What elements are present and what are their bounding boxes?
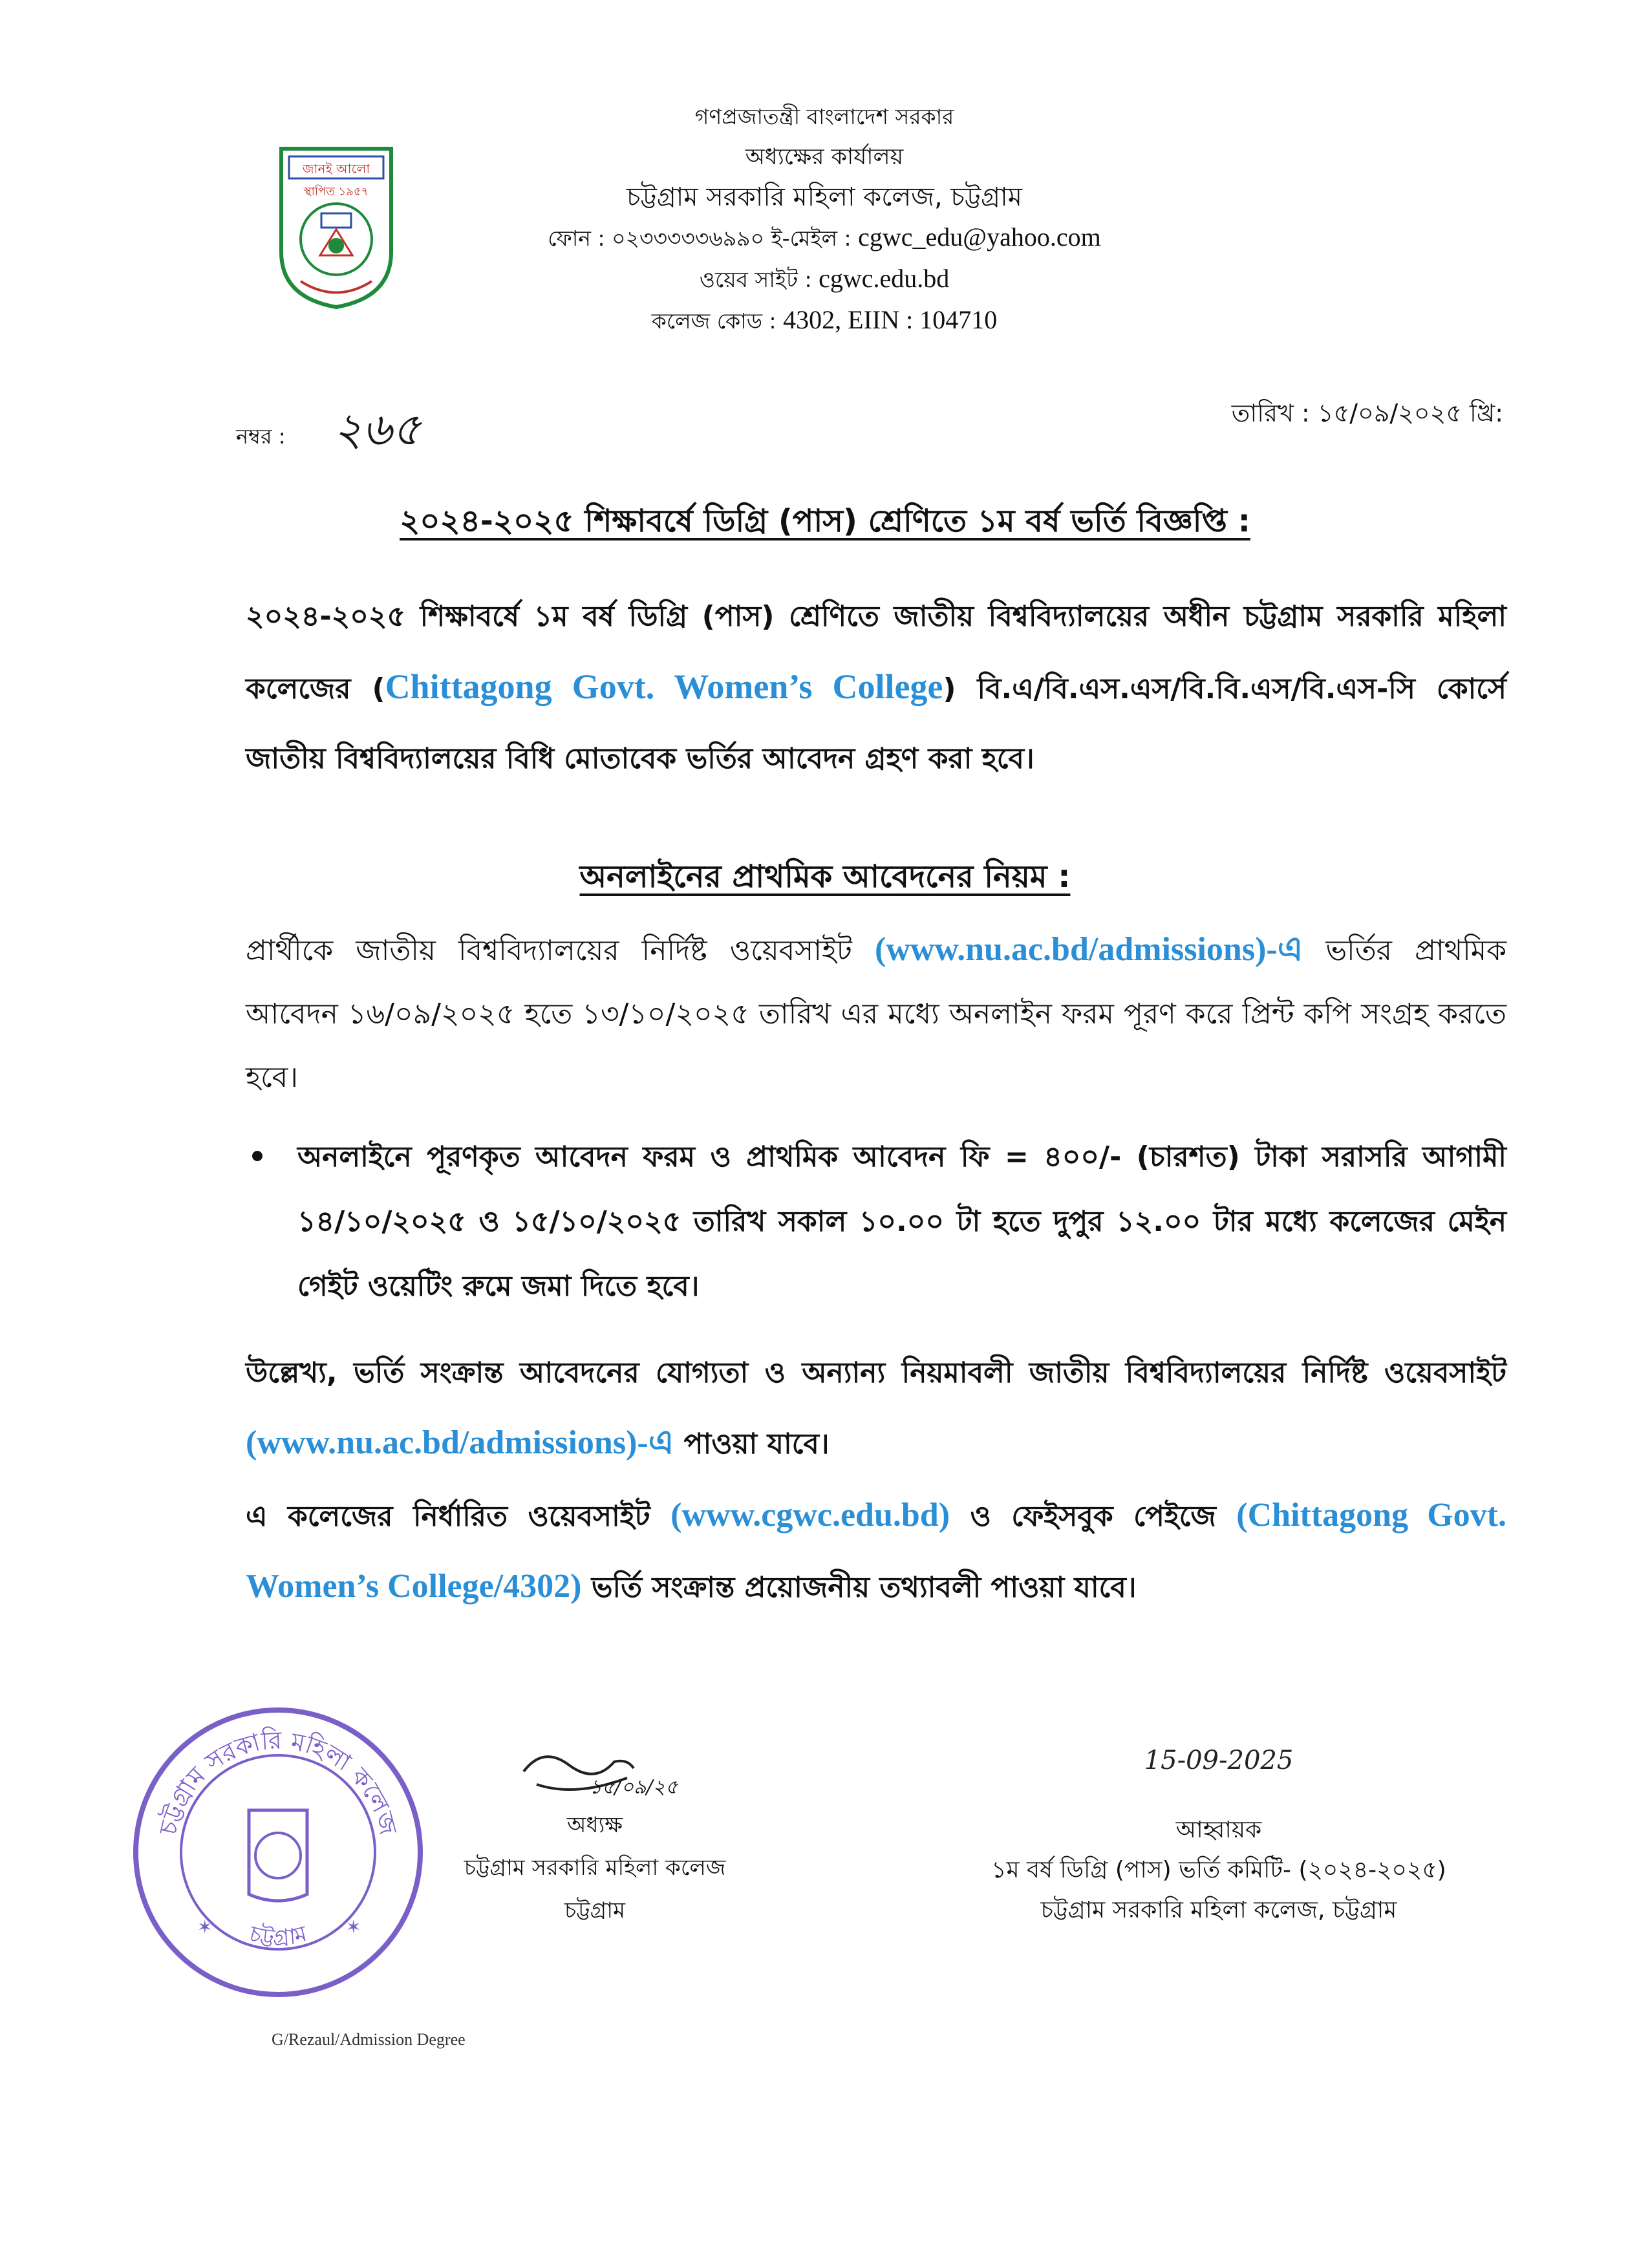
apply-text-1: প্রার্থীকে জাতীয় বিশ্ববিদ্যালয়ের নির্দিষ্ট ওয়েবসাইট: [246, 934, 875, 967]
apply-text-2: ভর্তির প্রাথমিক আবেদন ১৬/০৯/২০২৫ হতে ১৩/১০/২০২৫ তারিখ এর মধ্যে অনলাইন ফরম পূরণ করে প্রিন্ট কপি সংগ্রহ করতে হবে।: [246, 934, 1506, 1094]
facebook-page-link[interactable]: (Chittagong Govt. Women’s College/4302): [246, 1497, 1507, 1605]
principal-city: চট্টগ্রাম: [564, 1898, 625, 1923]
principal-signature-block: [414, 1739, 776, 1932]
info-text-3: ভর্তি সংক্রান্ত প্রয়োজনীয় তথ্যাবলী পাওয়া যাবে।: [581, 1571, 1137, 1604]
issue-date: তারিখ : ১৫/০৯/২০২৫ খ্রি:: [1231, 399, 1503, 427]
govt-title: গণপ্রজাতন্ত্রী বাংলাদেশ সরকার: [694, 104, 954, 129]
website-line: [453, 259, 1196, 300]
college-logo: [275, 142, 398, 310]
rules-heading-text: অনলাইনের প্রাথমিক আবেদনের নিয়ম :: [579, 859, 1071, 895]
memo-label: নম্বর :: [236, 424, 286, 449]
info-text-2: ও ফেইসবুক পেইজে: [950, 1500, 1237, 1533]
seal-text-bottom: চট্টগ্রাম: [246, 1920, 310, 1951]
letterhead: [453, 97, 1196, 341]
college-name-en: Chittagong Govt. Women’s College: [385, 667, 943, 706]
eligibility-paragraph: [246, 1338, 1506, 1479]
college-seal: [126, 1700, 430, 2004]
email-address: cgwc_edu@yahoo.com: [858, 222, 1101, 251]
convener-signature-block: [899, 1746, 1539, 1931]
nu-admission-link-2[interactable]: (www.nu.ac.bd/admissions)-এ: [246, 1424, 674, 1461]
intro-paragraph: [246, 582, 1506, 794]
website-label: ওয়েব সাইট :: [699, 267, 819, 292]
office-title: অধ্যক্ষের কার্যালয়: [745, 144, 904, 170]
website-address: cgwc.edu.bd: [819, 264, 950, 293]
convener-sign-date: 15-09-2025: [1144, 1746, 1294, 1775]
eligibility-text-2: পাওয়া যাবে।: [674, 1428, 830, 1460]
eligibility-text-1: উল্লেখ্য, ভর্তি সংক্রান্ত আবেদনের যোগ্যতা ও অন্যান্য নিয়মাবলী জাতীয় বিশ্ববিদ্যালয়ের নির্দিষ্ট ওয়েবসাইট: [246, 1356, 1506, 1389]
committee-name: ১ম বর্ষ ডিগ্রি (পাস) ভর্তি কমিটি- (২০২৪-২০২৫): [991, 1857, 1446, 1883]
svg-text:✶: ✶: [346, 1916, 361, 1938]
convener-title: আহ্বায়ক: [1175, 1817, 1262, 1843]
college-code: 4302, EIIN : 104710: [783, 305, 998, 334]
svg-text:✶: ✶: [197, 1916, 213, 1938]
logo-estd: স্থাপিত ১৯৫৭: [303, 185, 369, 198]
online-apply-paragraph: [246, 918, 1506, 1109]
code-label: কলেজ কোড :: [651, 308, 784, 334]
memo-row: [236, 394, 1503, 465]
college-name: চট্টগ্রাম সরকারি মহিলা কলেজ, চট্টগ্রাম: [627, 182, 1022, 212]
notice-title-text: ২০২৪-২০২৫ শিক্ষাবর্ষে ডিগ্রি (পাস) শ্রেণিতে ১ম বর্ষ ভর্তি বিজ্ঞপ্তি :: [400, 503, 1250, 539]
fee-bullet-text: অনলাইনে পূরণকৃত আবেদন ফরম ও প্রাথমিক আবেদন ফি = ৪০০/- (চারশত) টাকা সরাসরি আগামী ১৪/১০/২০২৫ ও ১৫/১০/২০২৫ তারিখ সকাল ১০.০০ টা হতে দুপুর ১২.০০ টার মধ্যে কলেজের মেইন গেইট ওয়েটিং রুমে জমা দিতে হবে।: [297, 1140, 1506, 1303]
memo-number: ২৬৫: [333, 403, 422, 456]
code-line: [453, 300, 1196, 341]
bullet-icon: [252, 1151, 262, 1161]
notice-title: [0, 498, 1650, 549]
convener-org: চট্টগ্রাম সরকারি মহিলা কলেজ, চট্টগ্রাম: [1040, 1897, 1397, 1923]
college-website-link[interactable]: (www.cgwc.edu.bd): [670, 1497, 950, 1534]
logo-motto: জানই আলো: [302, 161, 370, 177]
principal-title: অধ্যক্ষ: [567, 1812, 623, 1838]
phone-label: ফোন : ০২৩৩৩৩৩৬৯৯০ ই-মেইল :: [548, 226, 859, 251]
principal-org: চট্টগ্রাম সরকারি মহিলা কলেজ: [464, 1855, 726, 1881]
intro-text-1: ২০২৪-২০২৫ শিক্ষাবর্ষে ১ম বর্ষ ডিগ্রি (পাস) শ্রেণিতে জাতীয় বিশ্ববিদ্যালয়ের অধীন চট্টগ্রাম সরকারি মহিলা কলেজের (: [246, 600, 1506, 705]
rules-heading: [0, 853, 1650, 904]
principal-sign-date: ১৫/০৯/২৫: [589, 1776, 678, 1799]
fee-bullet: [246, 1125, 1506, 1319]
info-paragraph: [246, 1481, 1506, 1623]
info-text-1: এ কলেজের নির্ধারিত ওয়েবসাইট: [246, 1500, 671, 1533]
contact-line: [453, 217, 1196, 259]
reference-code: G/Rezaul/Admission Degree: [272, 2030, 466, 2049]
intro-text-2: ) বি.এ/বি.এস.এস/বি.বি.এস/বি.এস-সি কোর্সে জাতীয় বিশ্ববিদ্যালয়ের বিধি মোতাবেক ভর্তির আবেদন গ্রহণ করা হবে।: [246, 672, 1506, 775]
seal-text-top: চট্টগ্রাম সরকারি মহিলা কলেজ: [153, 1726, 403, 1838]
nu-admission-link[interactable]: (www.nu.ac.bd/admissions)-এ: [875, 931, 1303, 968]
